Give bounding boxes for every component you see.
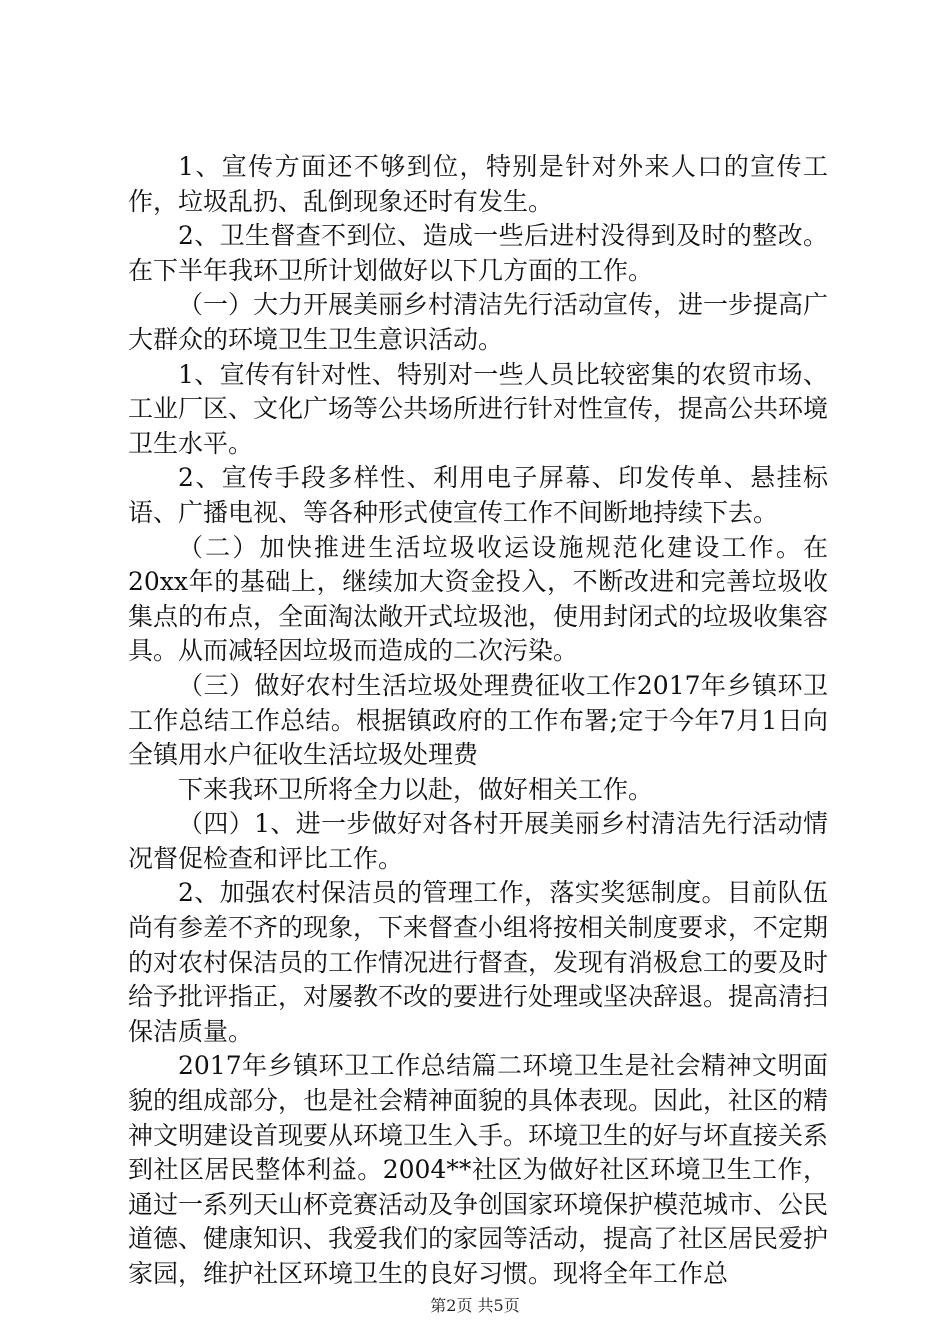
document-body <box>128 150 828 1292</box>
page-number-label: 第2页 共5页 <box>430 1296 520 1315</box>
paragraph: 1、宣传方面还不够到位，特别是针对外来人口的宣传工作，垃圾乱扔、乱倒现象还时有发生。 <box>128 152 828 216</box>
paragraph: 1、宣传有针对性、特别对一些人员比较密集的农贸市场、工业厂区、文化广场等公共场所进行针对性宣传，提高公共环境卫生水平。 <box>128 359 829 458</box>
page-footer <box>0 1293 950 1316</box>
paragraph: （二）加快推进生活垃圾收运设施规范化建设工作。在20xx年的基础上，继续加大资金投入，不断改进和完善垃圾收集点的布点，全面淘汰敞开式垃圾池，使用封闭式的垃圾收集容具。从而减轻因垃圾而造成的二次污染。 <box>128 532 829 666</box>
paragraph: 2、卫生督查不到位、造成一些后进村没得到及时的整改。在下半年我环卫所计划做好以下几方面的工作。 <box>128 221 828 285</box>
paragraph: （一）大力开展美丽乡村清洁先行活动宣传，进一步提高广大群众的环境卫生卫生意识活动。 <box>128 290 829 354</box>
paragraph: （四）1、进一步做好对各村开展美丽乡村清洁先行活动情况督促检查和评比工作。 <box>128 809 828 873</box>
paragraph: 下来我环卫所将全力以赴，做好相关工作。 <box>178 774 654 804</box>
paragraph: 2017年乡镇环卫工作总结篇二环境卫生是社会精神文明面貌的组成部分，也是社会精神面貌的具体表现。因此，社区的精神文明建设首现要从环境卫生入手。环境卫生的好与坏直接关系到社区居民整体利益。2004**社区为做好社区环境卫生工作，通过一系列天山杯竞赛活动及争创国家环境保护模范城市、公民道德、健康知识、我爱我们的家园等活动，提高了社区居民爱护家园，维护社区环境卫生的良好习惯。现将全年工作总 <box>128 1051 829 1288</box>
paragraph: 2、宣传手段多样性、利用电子屏幕、印发传单、悬挂标语、广播电视、等各种形式使宣传工作不间断地持续下去。 <box>128 463 828 527</box>
paragraph: 2、加强农村保洁员的管理工作，落实奖惩制度。目前队伍尚有参差不齐的现象，下来督查小组将按相关制度要求，不定期的对农村保洁员的工作情况进行督查，发现有消极怠工的要及时给予批评指正，对屡教不改的要进行处理或坚决辞退。提高清扫保洁质量。 <box>128 878 829 1046</box>
paragraph: （三）做好农村生活垃圾处理费征收工作2017年乡镇环卫工作总结工作总结。根据镇政府的工作布署;定于今年7月1日向全镇用水户征收生活垃圾处理费 <box>128 670 828 770</box>
